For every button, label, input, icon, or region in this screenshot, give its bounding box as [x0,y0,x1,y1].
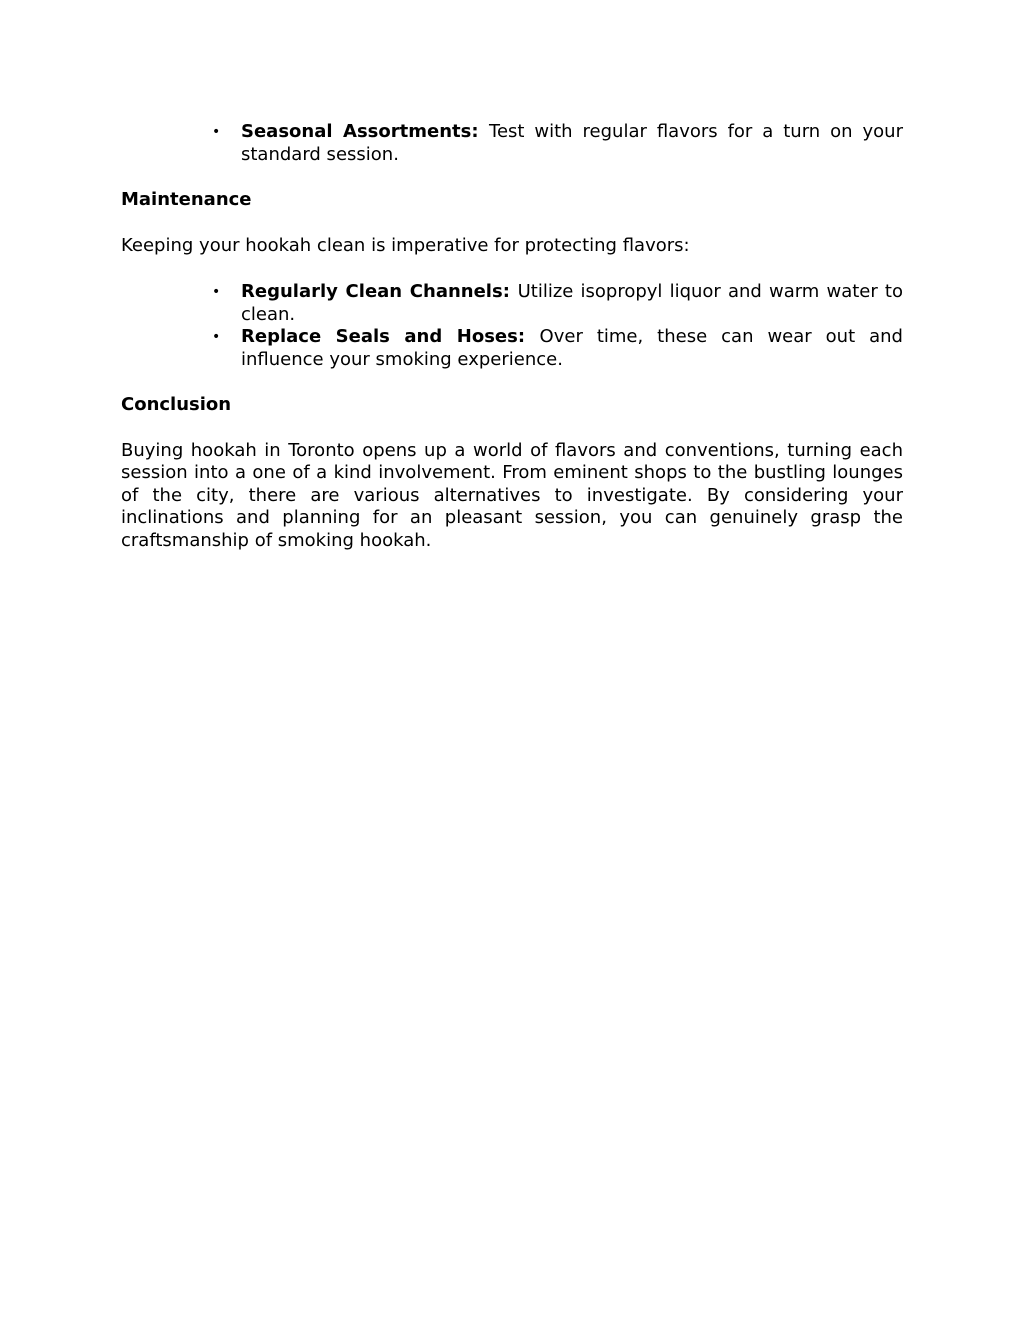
list-item-text: Utilize isopropyl liquor and warm water to clean. [241,281,903,325]
list-item [212,121,903,166]
list-item [212,326,903,371]
document-page [121,121,903,552]
maintenance-intro: Keeping your hookah clean is imperative for protecting flavors: [121,234,690,256]
conclusion-heading: Conclusion [121,394,232,415]
bullet-icon: • [212,329,221,345]
bullet-icon: • [212,124,221,140]
list-item-label: Replace Seals and Hoses: [241,326,540,347]
list-item-text: Over time, these can wear out and influence your smoking experience. [241,326,903,370]
conclusion-body: Buying hookah in Toronto opens up a world of flavors and conventions, turning each session into a one of a kind involvement. From eminent shops to the bustling lounges of the city, there are various alternatives to investigate. By considering your inclinations and planning for an pleasant session, you can genuinely grasp the craftsmanship of smoking hookah. [121,439,903,551]
list-item-label: Regularly Clean Channels: [241,281,518,302]
maintenance-heading: Maintenance [121,189,252,210]
list-item [212,281,903,326]
list-item-label: Seasonal Assortments: [241,121,490,142]
bullet-icon: • [212,284,221,300]
maintenance-list [121,281,903,371]
list-item-text: Test with regular flavors for a turn on your standard session. [241,121,903,165]
flavor-tips-list [121,121,903,166]
